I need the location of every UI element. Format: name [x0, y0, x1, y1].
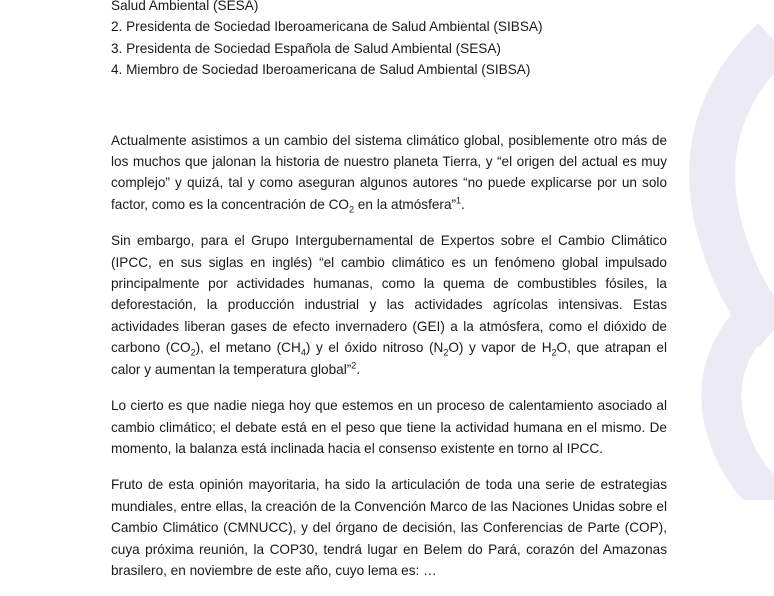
footnote-ref[interactable]: 2	[351, 360, 357, 371]
text-run: O) y vapor de H	[448, 340, 552, 356]
paragraph-2	[111, 230, 667, 380]
affiliation-item: Salud Ambiental (SESA)	[111, 0, 259, 13]
paragraph-1	[111, 130, 667, 216]
text-run: Actualmente asistimos a un cambio del sistema climático global, posiblemente otro más de los muchos que jalonan la historia de nuestro planeta Tierra, y “el origen del actual es muy complejo” y quizá, tal y como aseguran algunos autores “no puede explicarse por un solo factor, como es la concentración de CO	[111, 132, 667, 212]
subscript: 2	[443, 348, 449, 358]
text-run: .	[461, 196, 465, 212]
watermark-arc	[712, 40, 774, 330]
watermark-arc	[721, 300, 774, 500]
affiliation-item: 3. Presidenta de Sociedad Española de Salud Ambiental (SESA)	[111, 40, 501, 56]
text-run: Sin embargo, para el Grupo Intergubernamental de Expertos sobre el Cambio Climático (IPCC, en sus siglas en inglés) “el cambio climático es un fenómeno global impulsado principalmente por actividades humanas, como la quema de combustibles fósiles, la deforestación, la producción industrial y las actividades agrícolas intensivas. Estas actividades liberan gases de efecto invernadero (GEI) a la atmósfera, como el dióxido de carbono (CO	[111, 233, 667, 356]
text-run: ) y el óxido nitroso (N	[305, 340, 444, 356]
text-run: .	[356, 361, 361, 377]
subscript: 2	[190, 348, 196, 358]
subscript: 4	[300, 348, 306, 358]
footnote-ref[interactable]: 1	[456, 195, 462, 206]
document-page	[111, 0, 667, 596]
text-run: O, que atrapan el calor y aumentan la temperatura global”	[111, 340, 668, 377]
subscript: 2	[349, 204, 355, 215]
subscript: 2	[551, 348, 557, 358]
text-run: ), el metano (CH	[195, 340, 301, 356]
affiliation-item: 4. Miembro de Sociedad Iberoamericana de Salud Ambiental (SIBSA)	[111, 62, 531, 78]
paragraph-4: Fruto de esta opinión mayoritaria, ha sido la articulación de toda una serie de estrategias mundiales, entre ellas, la creación de la Convención Marco de las Naciones Unidas sobre el Cambio Climático (CMNUCC), y del órgano de decisión, las Conferencias de Parte (COP), cuya próxima reunión, la COP30, tendrá lugar en Belem do Pará, corazón del Amazonas brasilero, en noviembre de este año, cuyo lema es: …	[111, 477, 667, 578]
watermark-logo	[660, 0, 774, 500]
affiliation-item: 2. Presidenta de Sociedad Iberoamericana de Salud Ambiental (SIBSA)	[111, 19, 543, 35]
paragraph-3: Lo cierto es que nadie niega hoy que estemos en un proceso de calentamiento asociado al cambio climático; el debate está en el peso que tiene la actividad humana en el mismo. De momento, la balanza está inclinada hacia el consenso existente en torno al IPCC.	[111, 398, 667, 456]
text-run: en la atmósfera”	[354, 196, 457, 212]
